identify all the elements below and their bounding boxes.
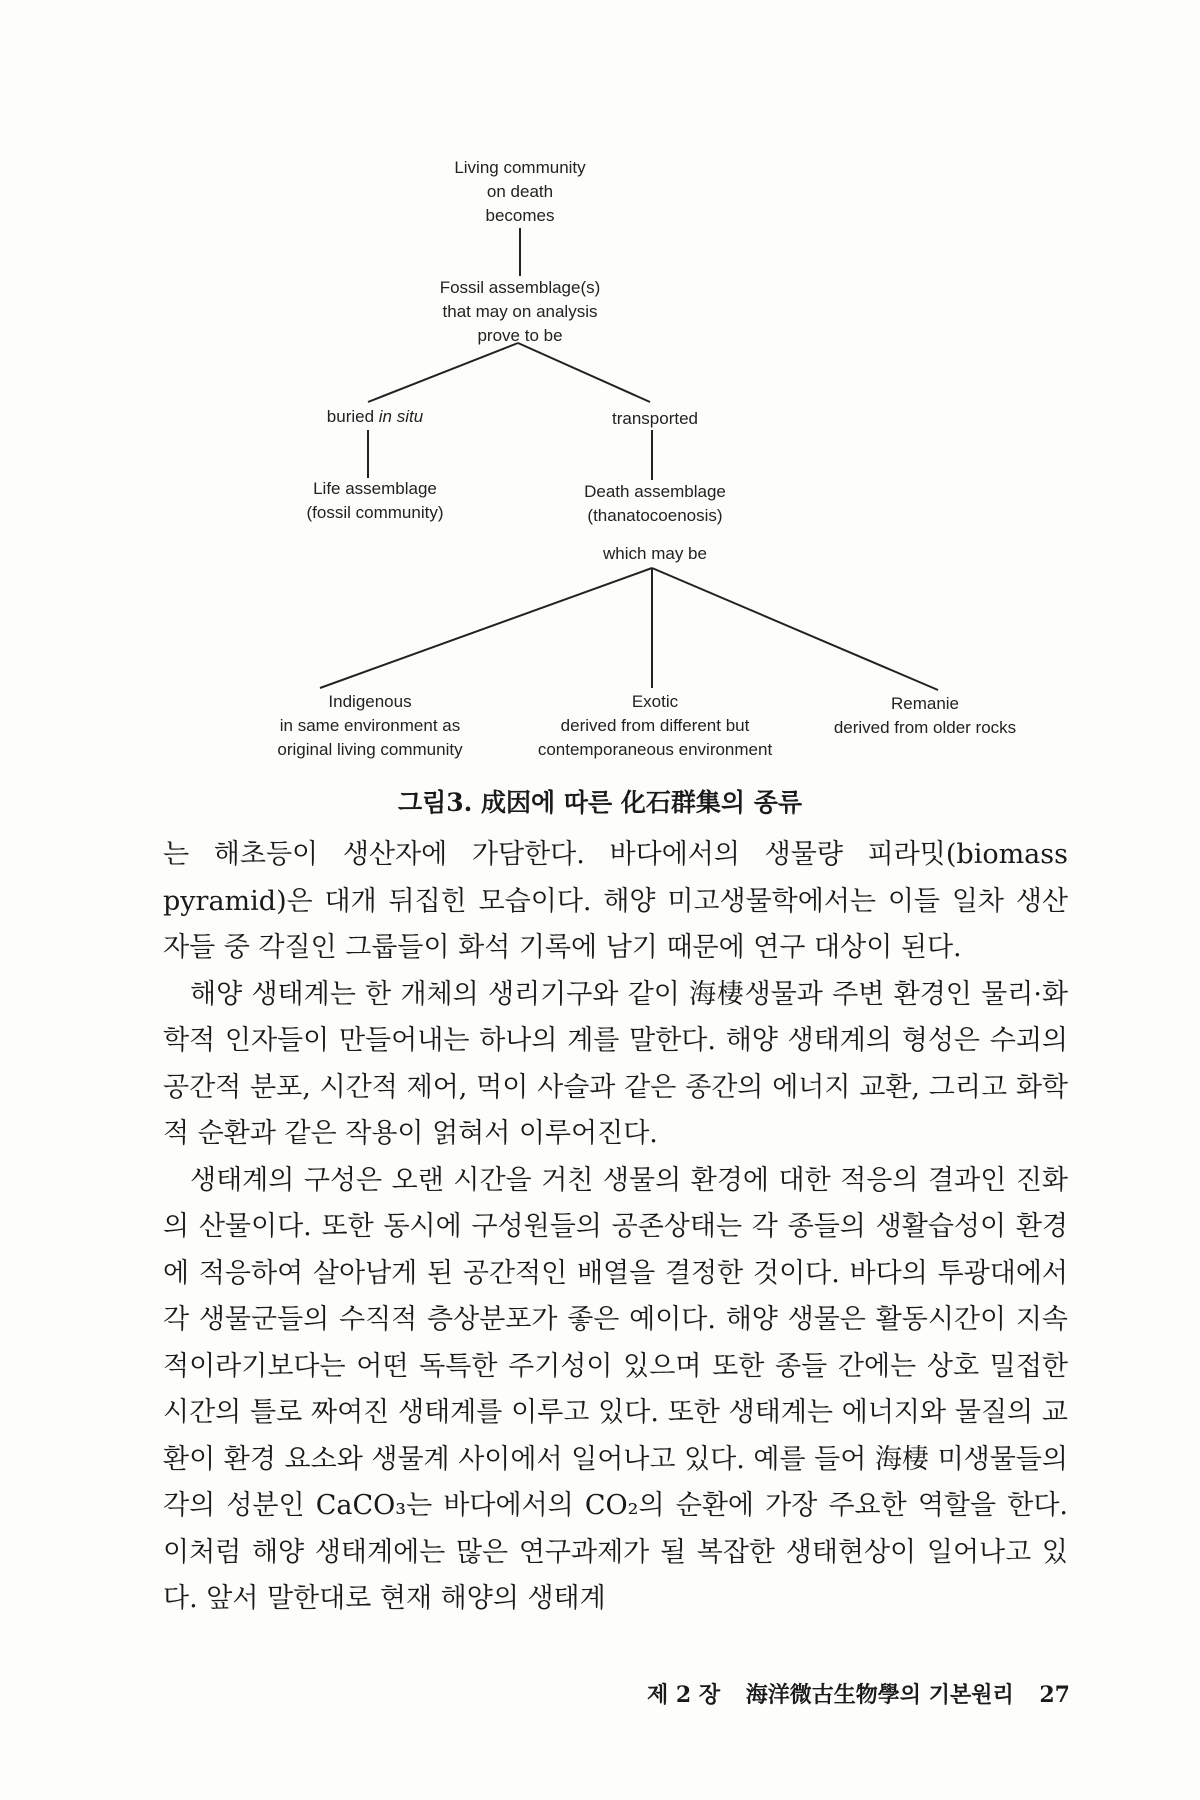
node-living-community: Living community on death becomes bbox=[454, 158, 586, 225]
figure-caption: 그림3. 成因에 따른 化石群集의 종류 bbox=[397, 788, 803, 817]
paragraph: 해양 생태계는 한 개체의 생리기구와 같이 海棲생물과 주변 환경인 물리·화학적 인자들이 만들어내는 하나의 계를 말한다. 해양 생태계의 형성은 수괴의 공간적 분포, 시간적 제어, 먹이 사슬과 같은 종간의 에너지 교환, 그리고 화학적 순환과 같은 작용이 얽혀서 이루어진다. bbox=[163, 978, 1068, 1149]
node-exotic: Exotic derived from different but contemporaneous environment bbox=[537, 692, 773, 759]
node-fossil-assemblage: Fossil assemblage(s) that may on analysis prove to be bbox=[439, 278, 601, 345]
line-fossil-to-buried bbox=[368, 343, 518, 402]
node-death-assemblage: Death assemblage (thanatocoenosis) bbox=[584, 482, 726, 525]
body-text bbox=[163, 832, 1068, 1623]
chapter-label: 제 2 장 bbox=[646, 1682, 721, 1708]
node-indigenous: Indigenous in same environment as original living community bbox=[277, 692, 463, 759]
node-buried-in-situ: buried in situ bbox=[326, 407, 424, 426]
line-which-to-remanie bbox=[652, 568, 938, 690]
page-footer bbox=[629, 1678, 1070, 1709]
node-transported: transported bbox=[612, 409, 698, 428]
node-which-may-be: which may be bbox=[603, 544, 707, 563]
chapter-title: 海洋微古生物學의 기본원리 bbox=[745, 1682, 1014, 1708]
page-number: 27 bbox=[1039, 1682, 1070, 1708]
line-which-to-indigenous bbox=[320, 568, 652, 688]
diagram-lines bbox=[0, 0, 1200, 780]
node-remanie: Remanie derived from older rocks bbox=[833, 694, 1017, 737]
line-fossil-to-transported bbox=[518, 343, 650, 402]
paragraph: 는 해초등이 생산자에 가담한다. 바다에서의 생물량 피라밋(biomass pyramid)은 대개 뒤집힌 모습이다. 해양 미고생물학에서는 이들 일차 생산자들 중 각질인 그룹들이 화석 기록에 남기 때문에 연구 대상이 된다. bbox=[163, 839, 1068, 963]
node-life-assemblage: Life assemblage (fossil community) bbox=[306, 479, 444, 522]
paragraph: 생태계의 구성은 오랜 시간을 거친 생물의 환경에 대한 적응의 결과인 진화의 산물이다. 또한 동시에 구성원들의 공존상태는 각 종들의 생활습성이 환경에 적응하여 살아남게 된 공간적인 배열을 결정한 것이다. 바다의 투광대에서 각 생물군들의 수직적 층상분포가 좋은 예이다. 해양 생물은 활동시간이 지속적이라기보다는 어떤 독특한 주기성이 있으며 또한 종들 간에는 상호 밀접한 시간의 틀로 짜여진 생태계를 이루고 있다. 또한 생태계는 에너지와 물질의 교환이 환경 요소와 생물계 사이에서 일어나고 있다. 예를 들어 海棲 미생물들의 각의 성분인 CaCO₃는 바다에서의 CO₂의 순환에 가장 주요한 역할을 한다. 이처럼 해양 생태계에는 많은 연구과제가 될 복잡한 생태현상이 일어나고 있다. 앞서 말한대로 현재 해양의 생태계 bbox=[163, 1164, 1068, 1614]
